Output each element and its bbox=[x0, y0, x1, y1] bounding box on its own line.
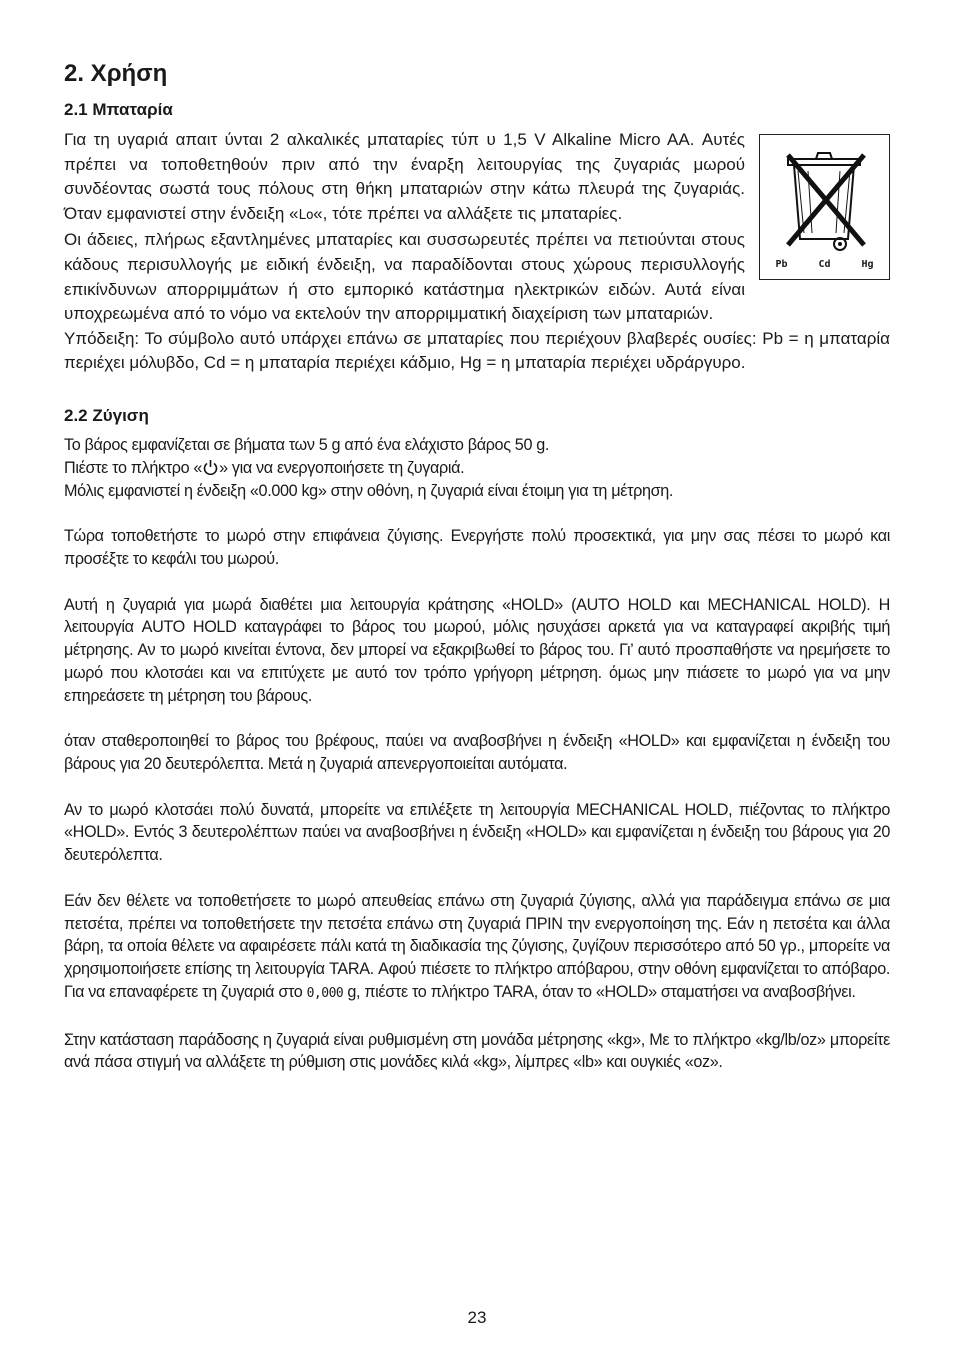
weighing-l2-text-b: » για να ενεργοποιήσετε τη ζυγαριά. bbox=[219, 458, 465, 477]
symbol-label-pb: Pb bbox=[775, 259, 788, 270]
weighing-paragraph-3: Αυτή η ζυγαριά για μωρά διαθέτει μια λειτουργία κράτησης «HOLD» (AUTO HOLD και MECHANICAL HOLD). Η λειτουργία AUTO HOLD καταγράφει το βάρος του μωρού, μόλις ησυχάσει αρκετά για να καταγραφεί ακριβής τιμή μέτρησης. Αν το μωρό κινείται έντονα, δεν μπορεί να εξακριβωθεί το βάρος του. Γι’ αυτό προσπαθήστε να ηρεμήσετε το μωρό που κλοτσάει και να επιτύχετε με αυτό τον τρόπο γρήγορη μέτρηση. όμως μην πιάσετε το μωρό για να μην επηρεάσετε τη μέτρηση του βάρους. bbox=[64, 595, 890, 705]
weighing-p6-text-a: Εάν δεν θέλετε να τοποθετήσετε το μωρό απευθείας επάνω στη ζυγαριά ζύγισης, αλλά για παράδειγμα επάνω σε μια πετσέτα, πρέπει να τοποθετήσετε την πετσέτα επάνω στη ζυγαριά ΠΡΙΝ την ενεργοποίηση της. Εάν η πετσέτα και άλλα βάρη, τα οποία θέλετε να αφαιρέσετε πάλι κατά τη διαδικασία της ζύγισης, ζυγίζουν περισσότερο από 50 γρ., μπορείτε να χρησιμοποιήσετε επίσης τη λειτουργία TARA. Αφού πιέσετε το πλήκτρο απόβαρου, στην οθόνη εμφανίζεται το απόβαρο. Για να επαναφέρετε τη ζυγαριά στο bbox=[64, 891, 890, 1002]
weighing-paragraph-6 bbox=[64, 890, 890, 1006]
battery-p1-text-b: «, τότε πρέπει να αλλάξετε τις μπαταρίες. bbox=[313, 203, 623, 223]
lcd-zero-reading: 0,000 bbox=[306, 986, 344, 1002]
weighing-line-1: Το βάρος εμφανίζεται σε βήματα των 5 g από ένα ελάχιστο βάρος 50 g. bbox=[64, 435, 550, 454]
weighing-line-3: Μόλις εμφανιστεί η ένδειξη «0.000 kg» στην οθόνη, η ζυγαριά είναι έτοιμη για τη μέτρηση. bbox=[64, 481, 674, 500]
page-content bbox=[64, 58, 890, 1074]
battery-disposal-symbol bbox=[759, 134, 890, 280]
weighing-paragraph-7: Στην κατάσταση παράδοσης η ζυγαριά είναι ρυθμισμένη στη μονάδα μέτρησης «kg», Με το πλήκτρο «kg/lb/oz» μπορείτε ανά πάσα στιγμή να αλλάξετε τη ρύθμιση στις μονάδες κιλά «kg», λίμπρες «lb» και ουγκιές «oz». bbox=[64, 1030, 890, 1072]
weighing-paragraph-5: Αν το μωρό κλοτσάει πολύ δυνατά, μπορείτε να επιλέξετε τη λειτουργία MECHANICAL HOLD, πιέζοντας το πλήκτρο «HOLD». Εντός 3 δευτερολέπτων παύει να αναβοσβήνει η ένδειξη «HOLD» και εμφανίζεται η ένδειξη του βάρους για 20 δευτερόλεπτα. bbox=[64, 800, 890, 865]
weighing-paragraph-2: Τώρα τοποθετήστε το μωρό στην επιφάνεια ζύγισης. Ενεργήστε πολύ προσεκτικά, για μην σας πέσει το μωρό και προσέξτε το κεφάλι του μωρού. bbox=[64, 527, 890, 568]
weighing-line-2 bbox=[64, 457, 890, 480]
battery-paragraph-2: Οι άδειες, πλήρως εξαντλημένες μπαταρίες και συσσωρευτές πρέπει να πετιούνται στους κάδους περισυλλογής με ειδική ένδειξη, να παραδίδονται στους χώρους περισυλλογής επικίνδυνων απορριμμάτων ή στο εμπορικό κατάστημα ηλεκτρικών ειδών. Αυτά είναι υποχρεωμένα από το νόμο να εκτελούν την απορριμματική διαχείριση των μπαταριών. bbox=[64, 230, 745, 324]
weighing-l2-text-a: Πιέστε το πλήκτρο « bbox=[64, 458, 203, 477]
section-heading: 2. Χρήση bbox=[64, 60, 168, 87]
page-number: 23 bbox=[467, 1308, 487, 1327]
weighing-paragraph-4: όταν σταθεροποιηθεί το βάρος του βρέφους, παύει να αναβοσβήνει η ένδειξη «HOLD» και εμφανίζεται η ένδειξη του βάρους για 20 δευτερόλεπτα. Μετά η ζυγαριά απενεργοποιείται αυτόματα. bbox=[64, 732, 890, 774]
lcd-lo-indicator: Lo bbox=[298, 207, 314, 223]
symbol-label-cd: Cd bbox=[818, 259, 831, 270]
battery-paragraph-3: Υπόδειξη: Το σύμβολο αυτό υπάρχει επάνω σε μπαταρίες που περιέχουν βλαβερές ουσίες: Pb = η μπαταρία περιέχει μόλυβδο, Cd = η μπαταρία περιέχει κάδμιο, Hg = η μπαταρία περιέχει υδράργυρο. bbox=[64, 328, 890, 373]
battery-p1-text-a: Για τη υγαριά απαιτ ύνται 2 αλκαλικές μπαταρίες τύπ υ 1,5 V Alkaline Micro AA. Αυτές πρέπει να τοποθετηθούν πριν από την έναρξη λειτουργίας της ζυγαριάς μωρού συνδέοντας σωστά τους πόλους στη θήκη μπαταριών στην κάτω πλευρά της ζυγαριάς. Όταν εμφανιστεί στην ένδειξη « bbox=[64, 130, 745, 223]
battery-title: 2.1 Μπαταρία bbox=[64, 100, 173, 119]
weighing-p6-text-b: g, πιέστε το πλήκτρο TARA, όταν το «HOLD» σταματήσει να αναβοσβήνει. bbox=[343, 983, 856, 1002]
power-icon bbox=[202, 459, 219, 475]
symbol-label-hg: Hg bbox=[861, 259, 874, 270]
weighing-title: 2.2 Ζύγιση bbox=[64, 405, 149, 425]
crossed-bin-icon bbox=[760, 135, 888, 278]
